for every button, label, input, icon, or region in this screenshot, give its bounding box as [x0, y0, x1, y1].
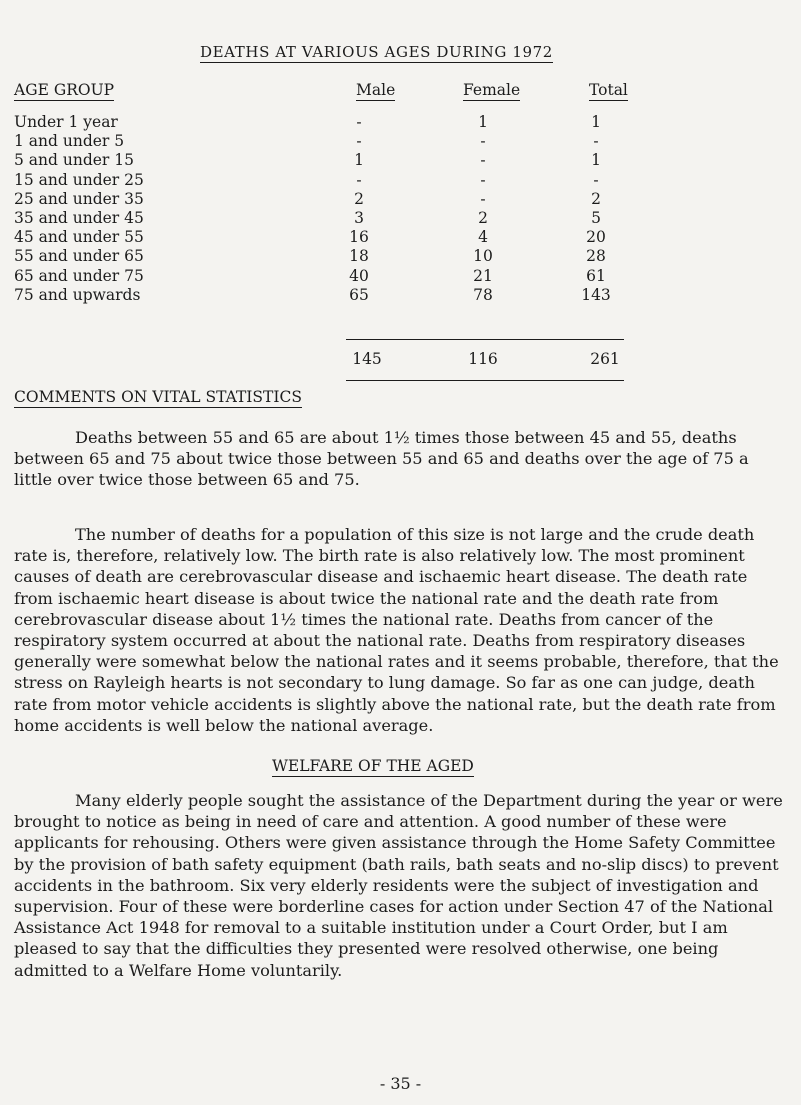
row-female: 78: [473, 285, 493, 304]
total-all: 261: [590, 350, 620, 368]
row-age-group: 65 and under 75: [14, 266, 144, 285]
page-number: - 35 -: [379, 1074, 422, 1093]
row-male: 3: [354, 209, 364, 227]
row-female: 4: [478, 228, 488, 247]
row-female: 21: [473, 266, 493, 285]
row-female: -: [480, 170, 486, 189]
row-male: -: [356, 132, 362, 151]
row-female: -: [480, 151, 486, 170]
row-age-group: Under 1 year: [14, 113, 118, 131]
row-male: -: [356, 170, 362, 189]
row-total: 20: [586, 228, 606, 247]
row-total: -: [593, 132, 599, 151]
table-title: [200, 43, 553, 61]
row-total: 2: [591, 189, 601, 208]
comments-heading: COMMENTS ON VITAL STATISTICS: [14, 388, 302, 406]
row-age-group: 35 and under 45: [14, 209, 144, 227]
row-male: 65: [349, 285, 369, 304]
row-total: 28: [586, 247, 606, 266]
row-male: -: [356, 113, 362, 131]
header-female: Female: [463, 81, 521, 99]
row-age-group: 5 and under 15: [14, 151, 134, 170]
row-female: 1: [478, 113, 488, 131]
row-female: 2: [478, 209, 488, 227]
welfare-paragraph: Many elderly people sought the assistance of the Department during the year or were brought to notice as being in need of care and attention. A good number of these were applicants for rehousing. Others were given assistance through the Home Safety Committee by the provision of bath safety equipment (bath rails, bath seats and no-slip discs) to prevent accidents in the bathroom. Six very elderly residents were the subject of investigation and supervision. Four of these were borderline cases for action under Section 47 of the National Assistance Act 1948 for removal to a suitable institution under a Court Order, but I am pleased to say that the difficulties they presented were resolved otherwise, one being admitted to a Welfare Home voluntarily.: [14, 791, 783, 980]
header-male: Male: [356, 81, 396, 99]
row-total: 1: [591, 113, 601, 131]
row-male: 1: [354, 151, 364, 170]
welfare-heading: WELFARE OF THE AGED: [272, 757, 474, 775]
row-male: 18: [349, 247, 369, 266]
table-title-text: DEATHS AT VARIOUS AGES DURING 1972: [200, 43, 553, 61]
row-total: 143: [581, 285, 611, 304]
row-age-group: 45 and under 55: [14, 228, 144, 247]
total-male: 145: [352, 350, 382, 368]
row-age-group: 55 and under 65: [14, 247, 144, 266]
row-total: 61: [586, 266, 606, 285]
total-female: 116: [468, 350, 498, 368]
totals-bottom-rule: [346, 380, 624, 381]
row-age-group: 25 and under 35: [14, 189, 144, 208]
header-age-group: AGE GROUP: [14, 81, 115, 99]
row-total: 1: [591, 151, 601, 170]
comments-paragraph-1: Deaths between 55 and 65 are about 1½ times those between 45 and 55, deaths between 65 and 75 about twice those between 55 and 65 and deaths over the age of 75 a little over twice those between 65 and 75.: [14, 428, 749, 490]
row-total: -: [593, 170, 599, 189]
header-total: Total: [589, 81, 628, 99]
row-female: 10: [473, 247, 493, 266]
totals-top-rule: [346, 339, 624, 340]
row-male: 2: [354, 189, 364, 208]
row-female: -: [480, 189, 486, 208]
row-female: -: [480, 132, 486, 151]
row-male: 40: [349, 266, 369, 285]
row-total: 5: [591, 209, 601, 227]
row-age-group: 15 and under 25: [14, 170, 144, 189]
comments-paragraph-2: The number of deaths for a population of this size is not large and the crude death rate is, therefore, relatively low. The birth rate is also relatively low. The most prominent causes of death are cerebrovascular disease and ischaemic heart disease. The death rate from ischaemic heart disease is about twice the national rate and the death rate from cerebrovascular disease about 1½ times the national rate. Deaths from cancer of the respiratory system occurred at about the national rate. Deaths from respiratory diseases generally were somewhat below the national rates and it seems probable, therefore, that the stress on Rayleigh hearts is not secondary to lung damage. So far as one can judge, death rate from motor vehicle accidents is slightly above the national rate, but the death rate from home accidents is well below the national average.: [14, 525, 779, 735]
row-male: 16: [349, 228, 369, 247]
row-age-group: 75 and upwards: [14, 285, 141, 304]
row-age-group: 1 and under 5: [14, 132, 125, 151]
